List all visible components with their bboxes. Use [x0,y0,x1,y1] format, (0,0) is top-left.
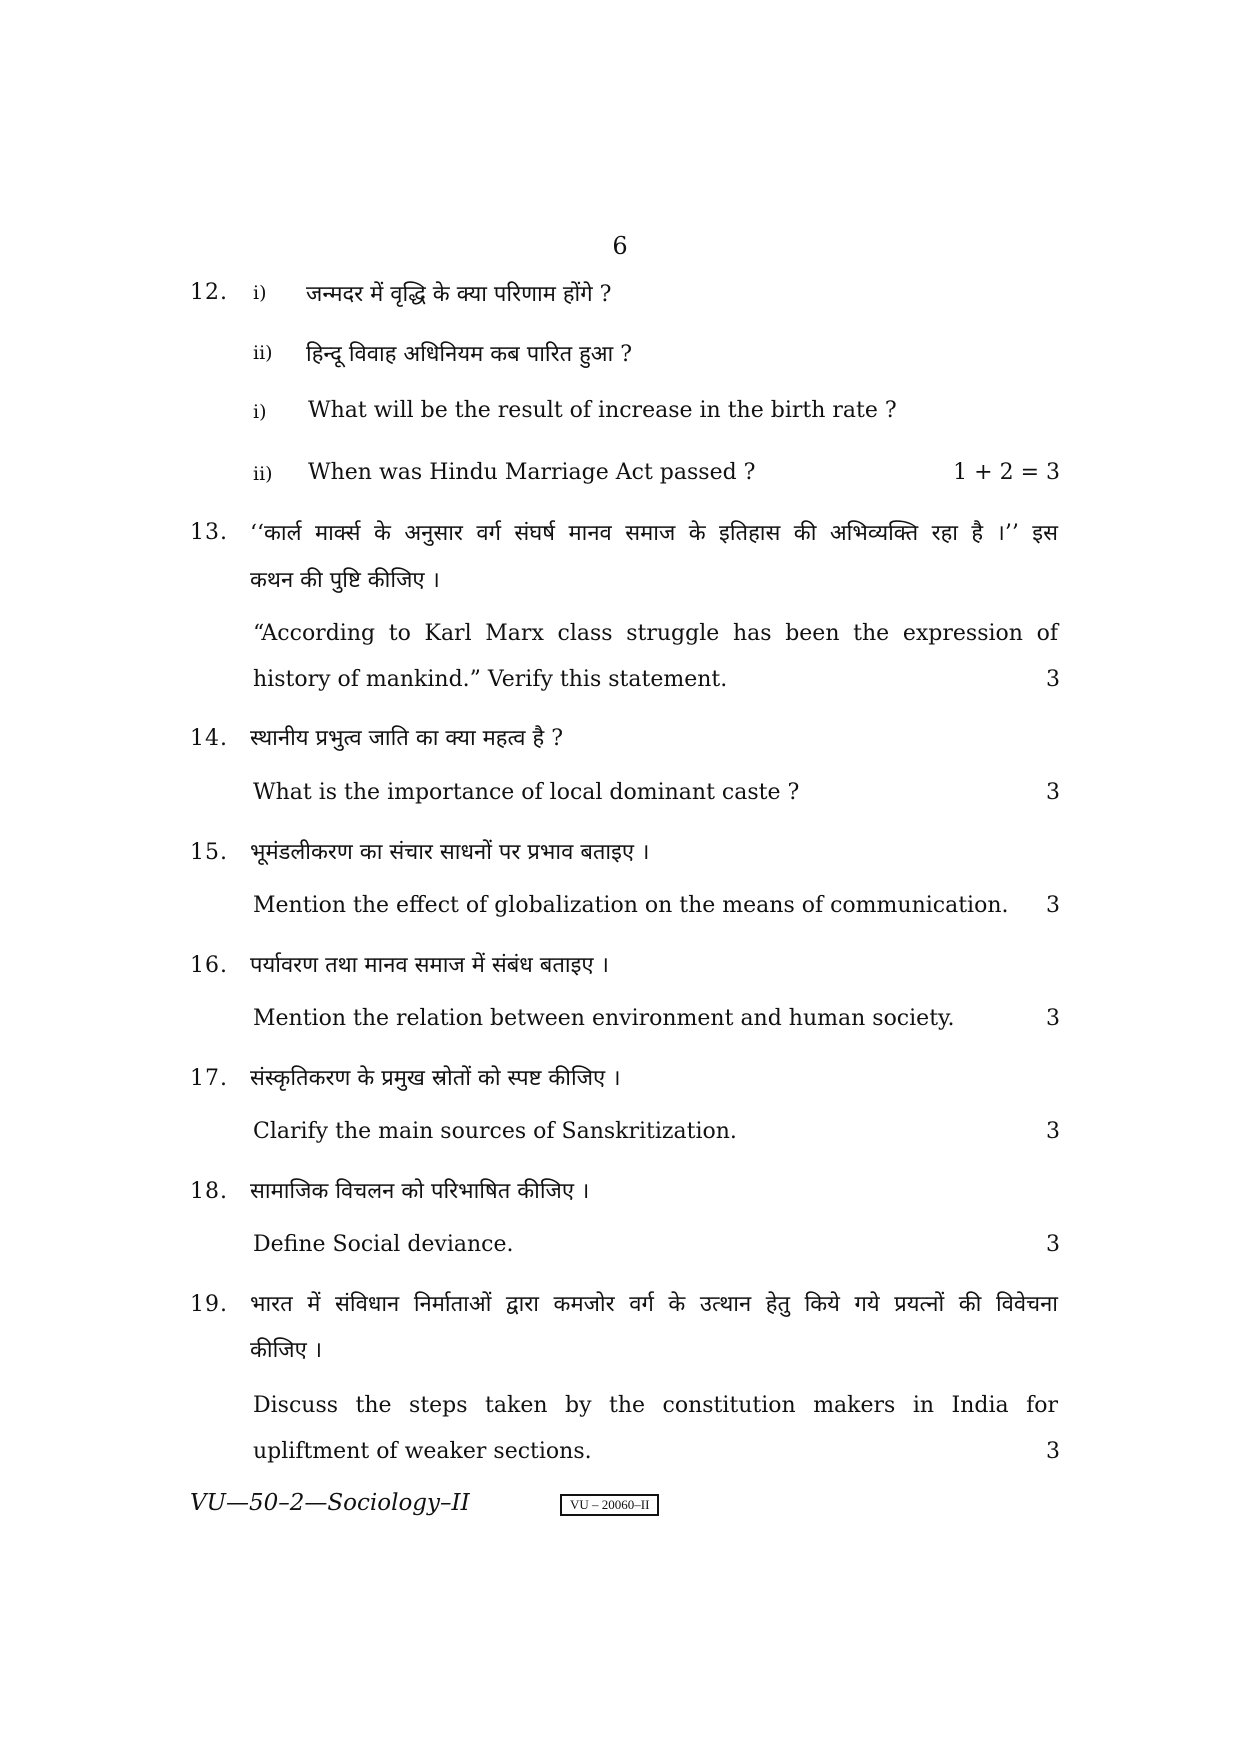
marks: 3 [1046,1119,1060,1144]
question-text-english: Discuss the steps taken by the constitution makers in India for [253,1393,1058,1418]
question-text-hindi: सामाजिक विचलन को परिभाषित कीजिए । [250,1179,590,1204]
question-number: 15. [190,840,228,865]
question-text-hindi: स्थानीय प्रभुत्व जाति का क्या महत्व है ? [250,726,563,751]
question-number: 14. [190,726,228,751]
footer-paper-code: VU—50–2—Sociology–II [190,1490,470,1516]
question-text-hindi: भूमंडलीकरण का संचार साधनों पर प्रभाव बताइए । [250,840,650,865]
sub-label: i) [253,282,267,304]
marks: 3 [1046,1006,1060,1031]
marks: 3 [1046,780,1060,805]
question-text-english: upliftment of weaker sections. [253,1439,592,1464]
question-text-english: Mention the effect of globalization on the means of communication. [253,893,1009,918]
sub-label: ii) [253,342,273,364]
marks: 3 [1046,667,1060,692]
marks: 3 [1046,1439,1060,1464]
footer-code-box: VU – 20060–II [560,1494,659,1516]
question-text-english: history of mankind.” Verify this statement. [253,667,728,692]
question-text-hindi: भारत में संविधान निर्माताओं द्वारा कमजोर वर्ग के उत्थान हेतु किये गये प्रयत्नों की विवेचना [250,1292,1058,1317]
question-text-hindi: कीजिए । [250,1338,323,1363]
question-text-hindi: कथन की पुष्टि कीजिए । [250,568,440,593]
question-text-hindi: ‘‘कार्ल मार्क्स के अनुसार वर्ग संघर्ष मानव समाज के इतिहास की अभिव्यक्ति रहा है ।’’ इस [250,521,1058,546]
question-text-english: When was Hindu Marriage Act passed ? [308,460,756,485]
question-number: 19. [190,1292,228,1317]
question-text-english: Mention the relation between environment and human society. [253,1006,955,1031]
marks: 3 [1046,1232,1060,1257]
question-text-hindi: हिन्दू विवाह अधिनियम कब पारित हुआ ? [306,342,633,367]
sub-label: i) [253,401,267,423]
question-text-english: Clarify the main sources of Sanskritization. [253,1119,737,1144]
question-text-english: “According to Karl Marx class struggle has been the expression of [253,621,1058,646]
sub-label: ii) [253,463,273,485]
question-text-hindi: संस्कृतिकरण के प्रमुख स्रोतों को स्पष्ट कीजिए । [250,1066,621,1091]
question-number: 13. [190,520,228,545]
question-number: 18. [190,1179,228,1204]
question-number: 12. [190,280,228,305]
marks: 1 + 2 = 3 [953,460,1060,485]
question-number: 16. [190,953,228,978]
marks: 3 [1046,893,1060,918]
page-number: 6 [612,232,628,260]
question-number: 17. [190,1066,228,1091]
question-text-english: What is the importance of local dominant caste ? [253,780,800,805]
question-text-hindi: जन्मदर में वृद्धि के क्या परिणाम होंगे ? [306,282,612,307]
question-text-english: Define Social deviance. [253,1232,514,1257]
question-text-english: What will be the result of increase in the birth rate ? [308,398,897,423]
question-text-hindi: पर्यावरण तथा मानव समाज में संबंध बताइए । [250,953,609,978]
